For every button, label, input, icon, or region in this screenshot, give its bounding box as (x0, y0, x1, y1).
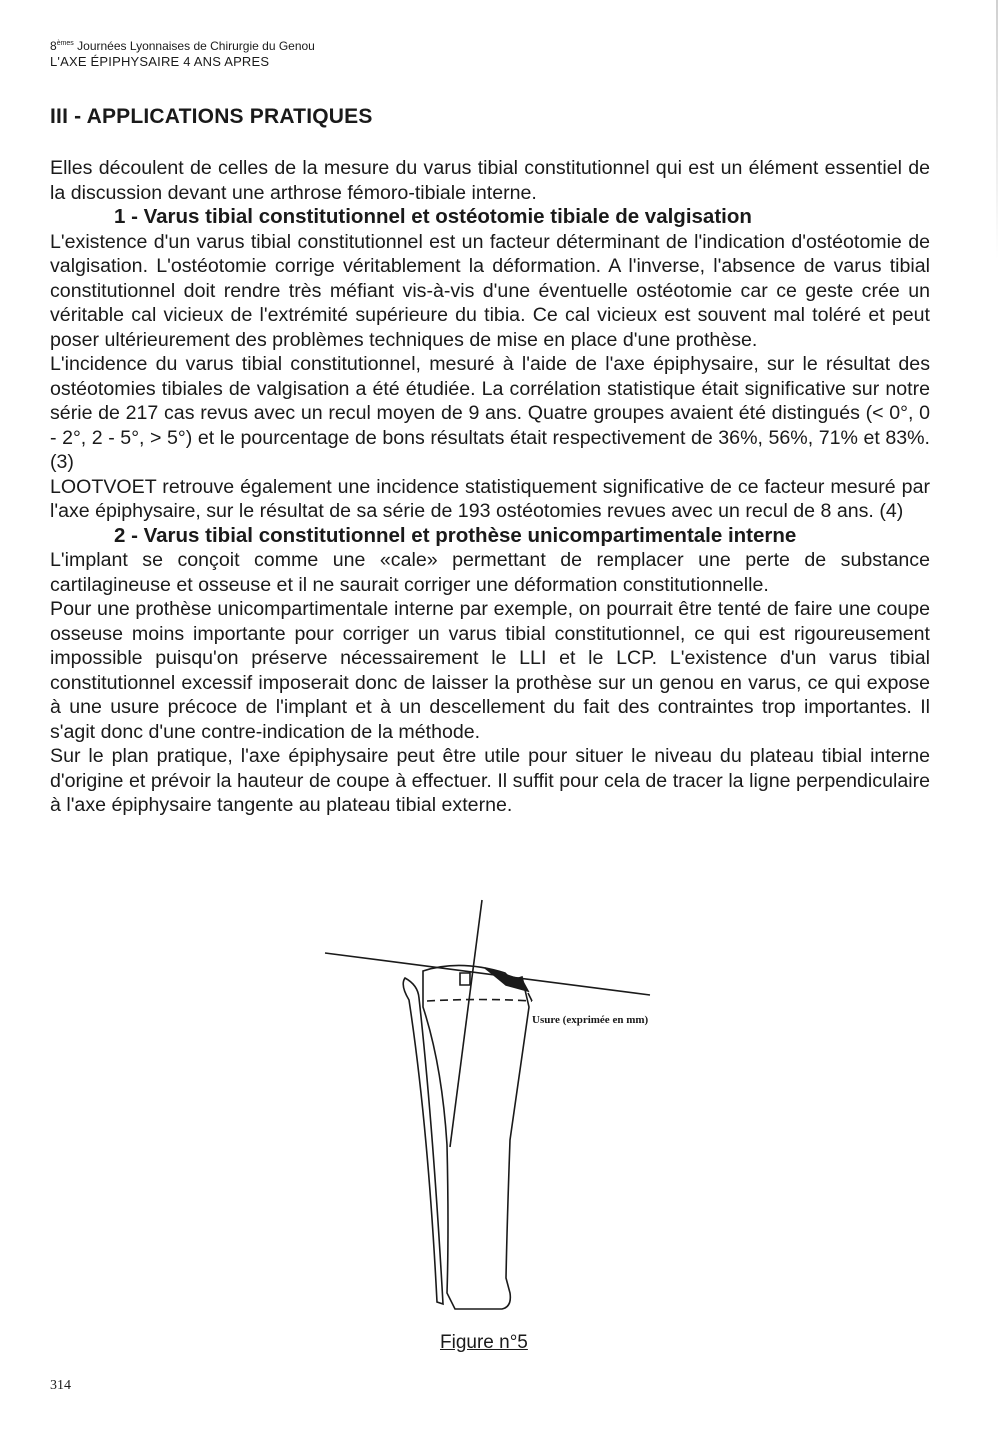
usure-indicator (528, 993, 532, 1001)
figure-caption: Figure n°5 (440, 1332, 528, 1353)
paragraph-osteotomy-indication: L'existence d'un varus tibial constitutionnel est un facteur déterminant de l'indication d'ostéotomie de valgisation. L'ostéotomie corrige véritablement la déformation. A l'inverse, l'absence de varus tibial constitutionnel doit rendre très méfiant vis-à-vis d'une éventuelle ostéotomie car ce geste crée un véritable cal vicieux de l'extrémité supérieure du tibia. Ce cal vicieux est souvent mal toléré et peut poser ultérieurement des problèmes techniques de mise en place d'une prothèse. (50, 230, 930, 351)
paragraph-osteotomy-results: L'incidence du varus tibial constitutionnel, mesuré à l'aide de l'axe épiphysaire, sur le résultat des ostéotomies tibiales de valgisation a été étudiée. La corrélation statistique était significative sur notre série de 217 cas revus avec un recul moyen de 9 ans. Quatre groupes avaient été distingués (< 0°, 0 - 2°, 2 - 5°, > 5°) et le pourcentage de bons résultats était respectivement de 36%, 56%, 71% et 83%. (3) (50, 353, 930, 473)
section-title: III - APPLICATIONS PRATIQUES (50, 105, 373, 128)
paragraph-implant: L'implant se conçoit comme une «cale» permettant de remplacer une perte de substance cartilagineuse et osseuse et il ne saurait corriger une déformation constitutionnelle. (50, 549, 930, 596)
header-article-title: L'AXE ÉPIPHYSAIRE 4 ANS APRES (50, 54, 270, 69)
plateau-wedge (485, 968, 528, 991)
tibia-drawing (300, 895, 700, 1325)
figure-tibia-diagram (300, 895, 700, 1325)
epiphyseal-axis-line (450, 900, 482, 1147)
paragraph-practical: Sur le plan pratique, l'axe épiphysaire peut être utile pour situer le niveau du plateau tibial interne d'origine et prévoir la hauteur de coupe à effectuer. Il suffit pour cela de tracer la ligne perpendiculaire à l'axe épiphysaire tangente au plateau tibial externe. (50, 745, 930, 816)
paragraph-intro: Elles découlent de celles de la mesure du varus tibial constitutionnel qui est un élément essentiel de la discussion devant une arthrose fémoro-tibiale interne. (50, 157, 930, 204)
paragraph-prosthesis-varus: Pour une prothèse unicompartimentale interne par exemple, on pourrait être tenté de faire une coupe osseuse moins importante pour corriger un varus tibial constitutionnel, ce qui est rigoureusement impossible puisqu'on préserve nécessairement le LLI et le LCP. L'existence d'un varus tibial constitutionnel excessif imposerait donc de laisser la prothèse sur un genou en varus, ce qui expose à une usure précoce de l'implant et à un descellement du fait des contraintes trop importantes. Il s'agit donc d'une contre-indication de la méthode. (50, 598, 930, 743)
subheading-osteotomy: 1 - Varus tibial constitutionnel et ostéotomie tibiale de valgisation (114, 205, 752, 228)
paragraph-lootvoet: LOOTVOET retrouve également une incidence statistiquement significative de ce facteur mesuré par l'axe épiphysaire, sur le résultat de sa série de 193 ostéotomies revues avec un recul de 8 ans. (4) (50, 475, 930, 522)
body-text (50, 156, 930, 818)
plateau-notch (460, 973, 470, 985)
original-plateau-dashed (427, 1000, 532, 1002)
header-conference: 8èmes Journées Lyonnaises de Chirurgie du Genou (50, 39, 315, 53)
scan-edge-mark (996, 0, 998, 260)
tibia-outline (423, 965, 529, 1309)
running-header (50, 36, 315, 69)
subheading-prosthesis: 2 - Varus tibial constitutionnel et prothèse unicompartimentale interne (114, 523, 797, 547)
tangent-line (325, 953, 650, 995)
fibula-outline (403, 978, 443, 1304)
usure-label: Usure (exprimée en mm) (532, 1014, 649, 1026)
page-number: 314 (50, 1378, 71, 1393)
